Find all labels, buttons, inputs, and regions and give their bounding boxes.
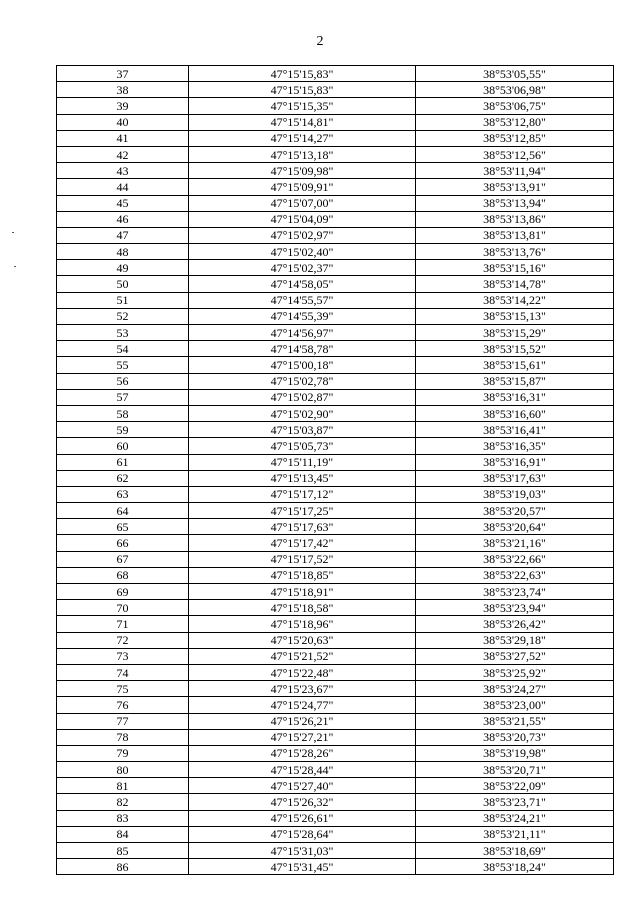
table-row	[57, 859, 614, 875]
point-number-cell: 50	[57, 276, 189, 292]
longitude-cell: 38°53'13,81"	[416, 227, 614, 243]
table-row	[57, 373, 614, 389]
latitude-cell: 47°15'26,61"	[189, 810, 416, 826]
latitude-cell: 47°15'22,48"	[189, 664, 416, 680]
point-number-cell: 77	[57, 713, 189, 729]
longitude-cell: 38°53'13,76"	[416, 244, 614, 260]
point-number-cell: 57	[57, 389, 189, 405]
table-row	[57, 697, 614, 713]
table-row	[57, 632, 614, 648]
longitude-cell: 38°53'29,18"	[416, 632, 614, 648]
point-number-cell: 70	[57, 600, 189, 616]
table-row	[57, 454, 614, 470]
latitude-cell: 47°15'09,91"	[189, 179, 416, 195]
point-number-cell: 62	[57, 470, 189, 486]
longitude-cell: 38°53'15,61"	[416, 357, 614, 373]
latitude-cell: 47°15'24,77"	[189, 697, 416, 713]
longitude-cell: 38°53'16,31"	[416, 389, 614, 405]
table-row	[57, 843, 614, 859]
latitude-cell: 47°15'15,35"	[189, 98, 416, 114]
longitude-cell: 38°53'21,16"	[416, 535, 614, 551]
page-number: 2	[316, 34, 324, 49]
table-row	[57, 146, 614, 162]
latitude-cell: 47°15'20,63"	[189, 632, 416, 648]
longitude-cell: 38°53'16,41"	[416, 422, 614, 438]
longitude-cell: 38°53'13,91"	[416, 179, 614, 195]
longitude-cell: 38°53'27,52"	[416, 648, 614, 664]
longitude-cell: 38°53'23,74"	[416, 584, 614, 600]
latitude-cell: 47°15'28,26"	[189, 745, 416, 761]
point-number-cell: 51	[57, 292, 189, 308]
point-number-cell: 63	[57, 486, 189, 502]
table-row	[57, 422, 614, 438]
latitude-cell: 47°15'17,52"	[189, 551, 416, 567]
table-row	[57, 66, 614, 82]
longitude-cell: 38°53'18,69"	[416, 843, 614, 859]
table-row	[57, 664, 614, 680]
latitude-cell: 47°15'26,32"	[189, 794, 416, 810]
table-row	[57, 276, 614, 292]
table-row	[57, 648, 614, 664]
point-number-cell: 60	[57, 438, 189, 454]
longitude-cell: 38°53'19,03"	[416, 486, 614, 502]
latitude-cell: 47°15'31,45"	[189, 859, 416, 875]
latitude-cell: 47°15'13,45"	[189, 470, 416, 486]
longitude-cell: 38°53'12,85"	[416, 130, 614, 146]
table-row	[57, 292, 614, 308]
table-row	[57, 584, 614, 600]
point-number-cell: 59	[57, 422, 189, 438]
table-row	[57, 600, 614, 616]
point-number-cell: 54	[57, 341, 189, 357]
point-number-cell: 82	[57, 794, 189, 810]
table-row	[57, 551, 614, 567]
table-row	[57, 616, 614, 632]
latitude-cell: 47°15'15,83"	[189, 82, 416, 98]
scan-speck	[12, 232, 14, 233]
point-number-cell: 67	[57, 551, 189, 567]
table-row	[57, 211, 614, 227]
table-row	[57, 195, 614, 211]
point-number-cell: 73	[57, 648, 189, 664]
longitude-cell: 38°53'22,09"	[416, 778, 614, 794]
latitude-cell: 47°14'55,39"	[189, 308, 416, 324]
latitude-cell: 47°15'17,42"	[189, 535, 416, 551]
table-row	[57, 405, 614, 421]
longitude-cell: 38°53'06,75"	[416, 98, 614, 114]
longitude-cell: 38°53'20,64"	[416, 519, 614, 535]
point-number-cell: 39	[57, 98, 189, 114]
longitude-cell: 38°53'15,29"	[416, 325, 614, 341]
table-row	[57, 486, 614, 502]
point-number-cell: 86	[57, 859, 189, 875]
longitude-cell: 38°53'20,73"	[416, 729, 614, 745]
table-row	[57, 179, 614, 195]
point-number-cell: 71	[57, 616, 189, 632]
point-number-cell: 53	[57, 325, 189, 341]
point-number-cell: 75	[57, 681, 189, 697]
point-number-cell: 66	[57, 535, 189, 551]
point-number-cell: 72	[57, 632, 189, 648]
latitude-cell: 47°15'17,25"	[189, 503, 416, 519]
table-row	[57, 130, 614, 146]
longitude-cell: 38°53'14,78"	[416, 276, 614, 292]
table-row	[57, 227, 614, 243]
latitude-cell: 47°15'21,52"	[189, 648, 416, 664]
longitude-cell: 38°53'18,24"	[416, 859, 614, 875]
table-row	[57, 713, 614, 729]
point-number-cell: 41	[57, 130, 189, 146]
longitude-cell: 38°53'26,42"	[416, 616, 614, 632]
longitude-cell: 38°53'24,21"	[416, 810, 614, 826]
table-row	[57, 82, 614, 98]
longitude-cell: 38°53'23,71"	[416, 794, 614, 810]
table-row	[57, 470, 614, 486]
latitude-cell: 47°14'56,97"	[189, 325, 416, 341]
latitude-cell: 47°15'27,21"	[189, 729, 416, 745]
latitude-cell: 47°15'17,63"	[189, 519, 416, 535]
latitude-cell: 47°15'27,40"	[189, 778, 416, 794]
latitude-cell: 47°15'04,09"	[189, 211, 416, 227]
latitude-cell: 47°15'17,12"	[189, 486, 416, 502]
point-number-cell: 46	[57, 211, 189, 227]
longitude-cell: 38°53'05,55"	[416, 66, 614, 82]
latitude-cell: 47°15'14,81"	[189, 114, 416, 130]
table-row	[57, 826, 614, 842]
longitude-cell: 38°53'16,35"	[416, 438, 614, 454]
table-row	[57, 260, 614, 276]
latitude-cell: 47°15'05,73"	[189, 438, 416, 454]
longitude-cell: 38°53'06,98"	[416, 82, 614, 98]
longitude-cell: 38°53'15,16"	[416, 260, 614, 276]
point-number-cell: 56	[57, 373, 189, 389]
point-number-cell: 84	[57, 826, 189, 842]
table-row	[57, 114, 614, 130]
latitude-cell: 47°14'55,57"	[189, 292, 416, 308]
point-number-cell: 38	[57, 82, 189, 98]
longitude-cell: 38°53'11,94"	[416, 163, 614, 179]
point-number-cell: 58	[57, 405, 189, 421]
table-row	[57, 341, 614, 357]
latitude-cell: 47°15'18,85"	[189, 567, 416, 583]
latitude-cell: 47°15'26,21"	[189, 713, 416, 729]
latitude-cell: 47°15'02,87"	[189, 389, 416, 405]
point-number-cell: 52	[57, 308, 189, 324]
scan-speck	[14, 266, 16, 267]
point-number-cell: 44	[57, 179, 189, 195]
point-number-cell: 43	[57, 163, 189, 179]
point-number-cell: 49	[57, 260, 189, 276]
longitude-cell: 38°53'21,11"	[416, 826, 614, 842]
longitude-cell: 38°53'17,63"	[416, 470, 614, 486]
table-row	[57, 244, 614, 260]
latitude-cell: 47°15'03,87"	[189, 422, 416, 438]
longitude-cell: 38°53'16,91"	[416, 454, 614, 470]
latitude-cell: 47°15'02,37"	[189, 260, 416, 276]
latitude-cell: 47°15'13,18"	[189, 146, 416, 162]
point-number-cell: 80	[57, 762, 189, 778]
table-row	[57, 519, 614, 535]
longitude-cell: 38°53'13,86"	[416, 211, 614, 227]
longitude-cell: 38°53'12,56"	[416, 146, 614, 162]
point-number-cell: 45	[57, 195, 189, 211]
point-number-cell: 83	[57, 810, 189, 826]
coordinates-table	[56, 65, 614, 875]
longitude-cell: 38°53'16,60"	[416, 405, 614, 421]
table-row	[57, 308, 614, 324]
latitude-cell: 47°15'18,96"	[189, 616, 416, 632]
longitude-cell: 38°53'24,27"	[416, 681, 614, 697]
point-number-cell: 48	[57, 244, 189, 260]
point-number-cell: 64	[57, 503, 189, 519]
longitude-cell: 38°53'21,55"	[416, 713, 614, 729]
table-row	[57, 681, 614, 697]
longitude-cell: 38°53'23,00"	[416, 697, 614, 713]
latitude-cell: 47°15'11,19"	[189, 454, 416, 470]
latitude-cell: 47°15'02,78"	[189, 373, 416, 389]
latitude-cell: 47°14'58,05"	[189, 276, 416, 292]
longitude-cell: 38°53'20,71"	[416, 762, 614, 778]
table-row	[57, 389, 614, 405]
latitude-cell: 47°15'09,98"	[189, 163, 416, 179]
table-row	[57, 762, 614, 778]
point-number-cell: 85	[57, 843, 189, 859]
longitude-cell: 38°53'15,52"	[416, 341, 614, 357]
longitude-cell: 38°53'14,22"	[416, 292, 614, 308]
point-number-cell: 61	[57, 454, 189, 470]
latitude-cell: 47°15'14,27"	[189, 130, 416, 146]
table-row	[57, 794, 614, 810]
longitude-cell: 38°53'22,66"	[416, 551, 614, 567]
point-number-cell: 65	[57, 519, 189, 535]
point-number-cell: 74	[57, 664, 189, 680]
point-number-cell: 55	[57, 357, 189, 373]
table-row	[57, 503, 614, 519]
latitude-cell: 47°15'02,40"	[189, 244, 416, 260]
longitude-cell: 38°53'19,98"	[416, 745, 614, 761]
latitude-cell: 47°15'02,97"	[189, 227, 416, 243]
point-number-cell: 69	[57, 584, 189, 600]
point-number-cell: 40	[57, 114, 189, 130]
longitude-cell: 38°53'20,57"	[416, 503, 614, 519]
point-number-cell: 47	[57, 227, 189, 243]
latitude-cell: 47°15'28,64"	[189, 826, 416, 842]
longitude-cell: 38°53'25,92"	[416, 664, 614, 680]
latitude-cell: 47°14'58,78"	[189, 341, 416, 357]
table-row	[57, 810, 614, 826]
table-row	[57, 729, 614, 745]
table-row	[57, 357, 614, 373]
table-row	[57, 778, 614, 794]
latitude-cell: 47°15'00,18"	[189, 357, 416, 373]
latitude-cell: 47°15'28,44"	[189, 762, 416, 778]
table-row	[57, 98, 614, 114]
point-number-cell: 81	[57, 778, 189, 794]
longitude-cell: 38°53'15,87"	[416, 373, 614, 389]
point-number-cell: 78	[57, 729, 189, 745]
latitude-cell: 47°15'23,67"	[189, 681, 416, 697]
point-number-cell: 68	[57, 567, 189, 583]
longitude-cell: 38°53'23,94"	[416, 600, 614, 616]
table-row	[57, 438, 614, 454]
latitude-cell: 47°15'07,00"	[189, 195, 416, 211]
latitude-cell: 47°15'18,91"	[189, 584, 416, 600]
point-number-cell: 37	[57, 66, 189, 82]
latitude-cell: 47°15'15,83"	[189, 66, 416, 82]
point-number-cell: 42	[57, 146, 189, 162]
longitude-cell: 38°53'12,80"	[416, 114, 614, 130]
table-row	[57, 745, 614, 761]
table-row	[57, 325, 614, 341]
point-number-cell: 76	[57, 697, 189, 713]
latitude-cell: 47°15'31,03"	[189, 843, 416, 859]
latitude-cell: 47°15'02,90"	[189, 405, 416, 421]
longitude-cell: 38°53'15,13"	[416, 308, 614, 324]
table-row	[57, 163, 614, 179]
table-row	[57, 567, 614, 583]
table-row	[57, 535, 614, 551]
point-number-cell: 79	[57, 745, 189, 761]
latitude-cell: 47°15'18,58"	[189, 600, 416, 616]
longitude-cell: 38°53'22,63"	[416, 567, 614, 583]
longitude-cell: 38°53'13,94"	[416, 195, 614, 211]
